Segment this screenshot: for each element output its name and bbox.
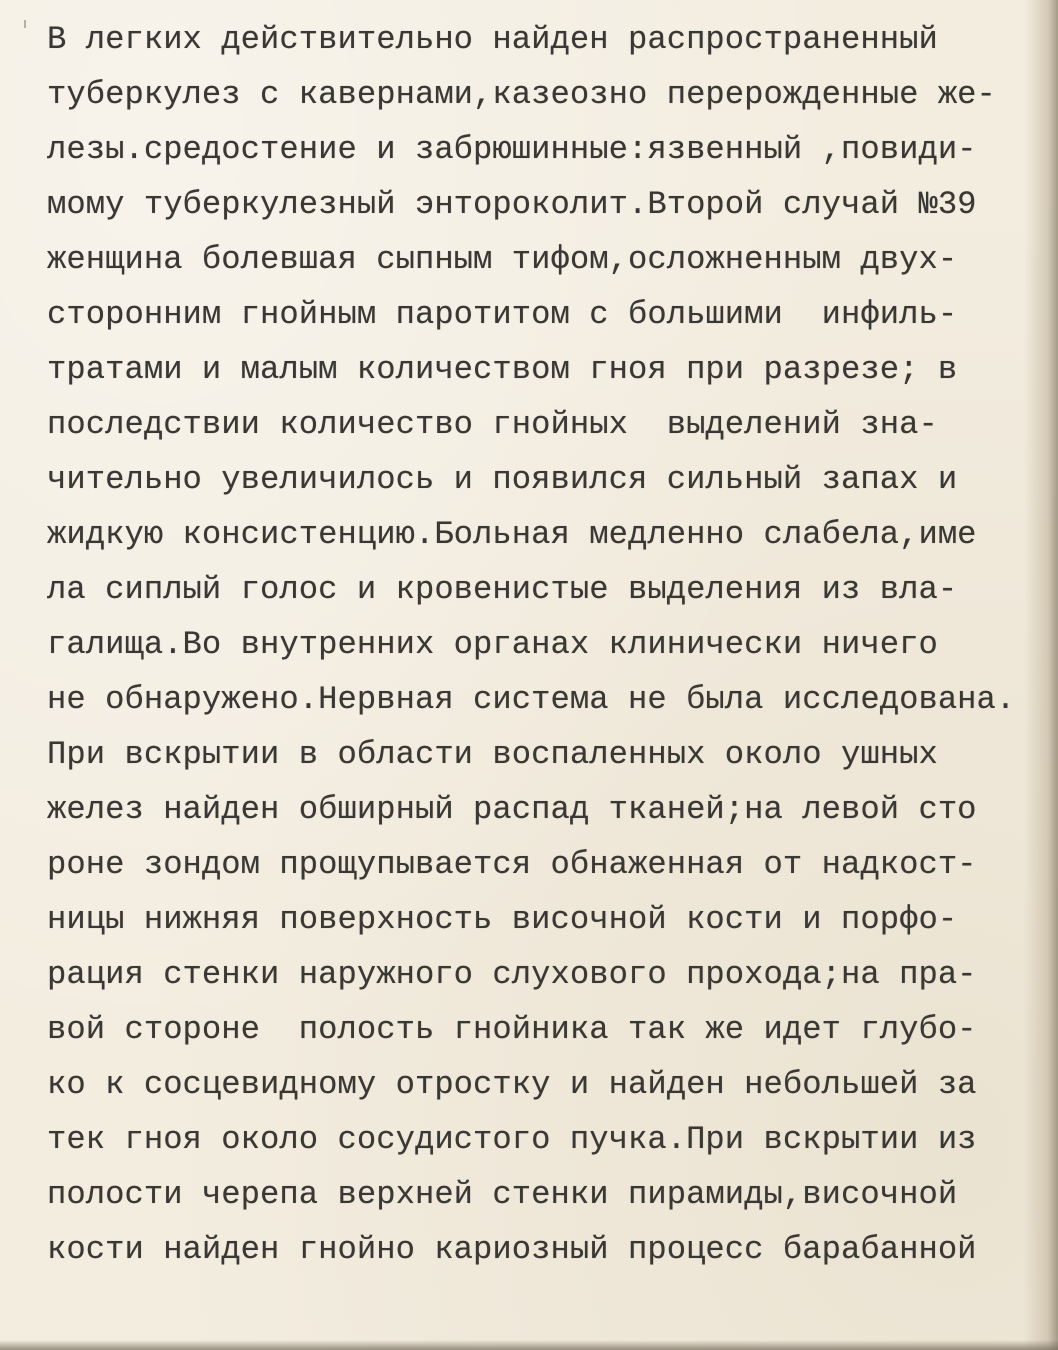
text-line: тек гноя около сосудистого пучка.При вскрытии из: [47, 1121, 977, 1158]
text-line: ко к сосцевидному отростку и найден небольшей за: [47, 1066, 977, 1103]
text-line: В легких действительно найден распространенный: [47, 21, 938, 58]
text-line: туберкулез с кавернами,казеозно перерожденные же-: [47, 76, 996, 113]
text-line: лезы.средостение и забрюшинные:язвенный ,повиди-: [47, 131, 977, 168]
text-line: рация стенки наружного слухового прохода;на пра-: [47, 956, 977, 993]
text-line: вой стороне полость гнойника так же идет глубо-: [47, 1011, 977, 1048]
text-line: чительно увеличилось и появился сильный запах и: [47, 461, 958, 498]
text-line: не обнаружено.Нервная система не была исследована.: [47, 681, 1016, 718]
text-line: ницы нижняя поверхность височной кости и порфо-: [47, 901, 958, 938]
text-line: женщина болевшая сыпным тифом,осложненным двух-: [47, 241, 958, 278]
text-line: сторонним гнойным паротитом с большими инфиль-: [47, 296, 958, 333]
page-bottom-edge: [0, 1340, 1058, 1350]
margin-mark: [24, 20, 26, 28]
text-line: полости черепа верхней стенки пирамиды,височной: [47, 1176, 958, 1213]
text-line: кости найден гнойно кариозный процесс барабанной: [47, 1231, 977, 1268]
text-line: роне зондом прощупывается обнаженная от надкост-: [47, 846, 977, 883]
text-line: ла сиплый голос и кровенистые выделения из вла-: [47, 571, 958, 608]
text-line: мому туберкулезный энтороколит.Второй случай №39: [47, 186, 977, 223]
page-edge-shadow: [1024, 0, 1058, 1350]
text-line: желез найден обширный распад тканей;на левой сто: [47, 791, 977, 828]
text-line: тратами и малым количеством гноя при разрезе; в: [47, 351, 958, 388]
text-line: При вскрытии в области воспаленных около ушных: [47, 736, 938, 773]
typewritten-text: [47, 12, 1052, 1277]
text-line: галища.Во внутренних органах клинически ничего: [47, 626, 938, 663]
text-line: жидкую консистенцию.Больная медленно слабела,име: [47, 516, 977, 553]
text-line: последствии количество гнойных выделений зна-: [47, 406, 938, 443]
